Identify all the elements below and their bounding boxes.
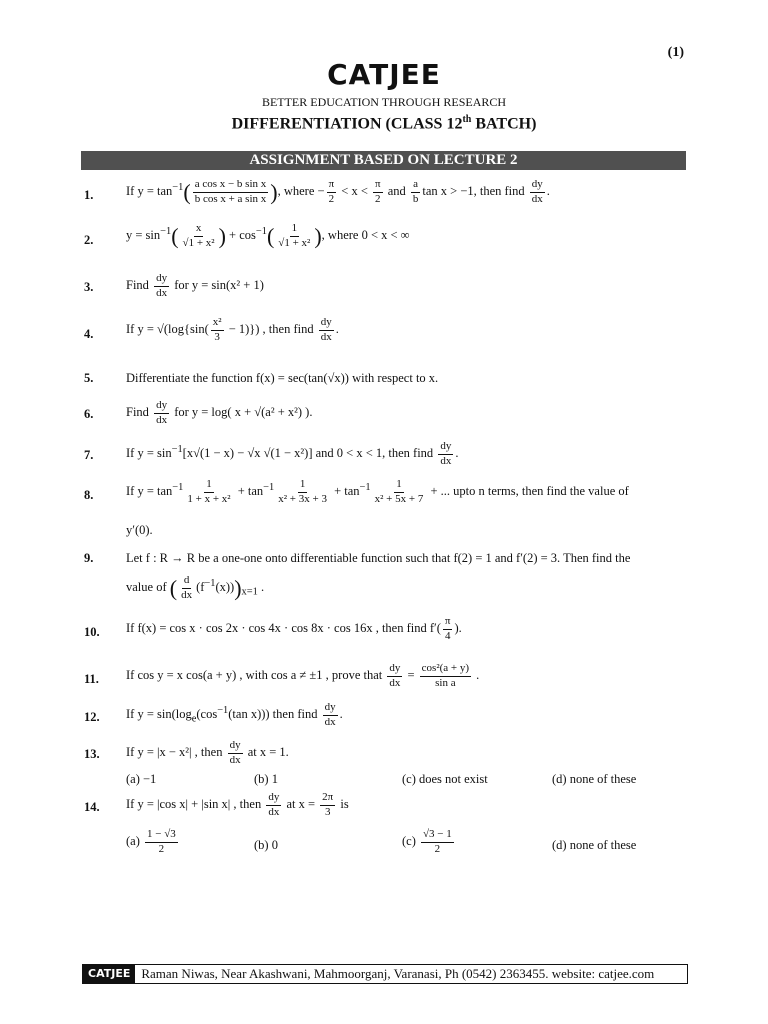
question-number: 2. <box>84 233 94 247</box>
question-1: If $y = \tan^{-1}$( $\frac{\text{a cos x − b sin x}}{\text{b cos x + a sin x}}$ ), where − $\frac{\pi}{2}$ < x < $\frac{\pi}{2}$ and $\frac{a}{b}$ tan x > −1, then find $\frac{dy}{dx}$ . <box>126 178 550 205</box>
question-11: If cos y = x cos(a + y) , with cos a ≠ ±1 , prove that $\frac{dy}{dx}$ = $\frac{\text{cos²(a + y)}}{\text{sin a}}$ . <box>126 662 480 689</box>
question-number: 3. <box>84 280 94 294</box>
question-number: 11. <box>84 672 99 686</box>
page-number: (1) <box>667 45 684 60</box>
question-number: 7. <box>84 448 94 462</box>
page-title: DIFFERENTIATION (CLASS 12th BATCH) <box>231 114 537 133</box>
option-d: (d) none of these <box>552 838 637 852</box>
question-10: If f(x) = cos x · cos 2x · cos 4x · cos 8x · cos 16x , then find f′( $\frac{\pi}{4}$ ). <box>126 615 462 642</box>
assignment-banner: ASSIGNMENT BASED ON LECTURE 2 <box>81 151 686 170</box>
question-5: Differentiate the function f(x) = sec(tan(√x)) with respect to x. <box>126 371 439 385</box>
option-c: (c) $\frac{√3 - 1}{2}$ <box>402 828 452 855</box>
option-a: (a) $\frac{1 - √3}{2}$ <box>126 828 176 855</box>
question-number: 8. <box>84 488 94 502</box>
question-8-line2: y′(0). <box>126 523 153 537</box>
question-3: Find $\frac{dy}{dx}$ for y = sin(x² + 1) <box>126 272 264 299</box>
footer-address: Raman Niwas, Near Akashwani, Mahmoorganj, Varanasi, Ph (0542) 2363455. website: catjee.com <box>141 966 655 981</box>
question-number: 12. <box>84 710 100 724</box>
question-number: 4. <box>84 327 94 341</box>
question-number: 9. <box>84 551 94 565</box>
question-4: If y = √(log{sin( $\frac{\text{x²}}{3}$ − 1)}) , then find $\frac{dy}{dx}$ . <box>126 316 339 343</box>
tagline: BETTER EDUCATION THROUGH RESEARCH <box>261 95 507 109</box>
question-number: 6. <box>84 407 94 421</box>
question-number: 14. <box>84 800 100 814</box>
question-12: If $y = \sin(\log_e(\cos^{-1}(\tan$ x))) then find $\frac{dy}{dx}$ . <box>126 701 343 728</box>
question-number: 1. <box>84 188 94 202</box>
option-a: (a) −1 <box>126 772 157 786</box>
question-6: Find $\frac{dy}{dx}$ for y = log( x + √(a² + x²) ). <box>126 399 313 426</box>
question-8: If $y = \tan^{-1}$ $\frac{1}{\text{1 + x + x²}}$ + $\tan^{-1}$ $\frac{1}{\text{x² + 3x + 3}}$ + $\tan^{-1}$ $\frac{1}{\text{x² + 5x + 7}}$ + ... upto n terms, then find the value of <box>126 478 629 505</box>
question-number: 13. <box>84 747 100 761</box>
question-13: If y = |x − x²| , then $\frac{dy}{dx}$ at x = 1. <box>126 739 289 766</box>
catjee-logo: CATJEE <box>327 58 441 91</box>
question-number: 5. <box>84 371 94 385</box>
question-7: If $y = \sin^{-1}[x√(1 - x) - √x$ √(1 − x²)] and 0 < x < 1, then find $\frac{dy}{dx}$ . <box>126 440 459 467</box>
option-d: (d) none of these <box>552 772 637 786</box>
question-14: If y = |cos x| + |sin x| , then $\frac{dy}{dx}$ at x = $\frac{2\pi}{3}$ is <box>126 791 349 818</box>
option-b: (b) 0 <box>254 838 278 852</box>
option-c: (c) does not exist <box>402 772 488 786</box>
footer-logo: CATJEE <box>83 965 135 983</box>
footer <box>82 964 688 984</box>
question-9: Let f : R → R be a one-one onto differentiable function such that f(2) = 1 and f′(2) = 3. Then find the <box>126 551 631 565</box>
option-b: (b) 1 <box>254 772 278 786</box>
question-2: $y = \sin^{-1}$( $\frac{x}{\text{√1 + x²}}$ ) + $\cos^{-1}$( $\frac{1}{\text{√1 + x²}}$ ), where 0 < x < ∞ <box>126 222 410 249</box>
question-9-line2: value of ( $\frac{d}{dx}$ $(f^{-1}(x)))_{x=1}$ . <box>126 574 265 601</box>
question-number: 10. <box>84 625 100 639</box>
